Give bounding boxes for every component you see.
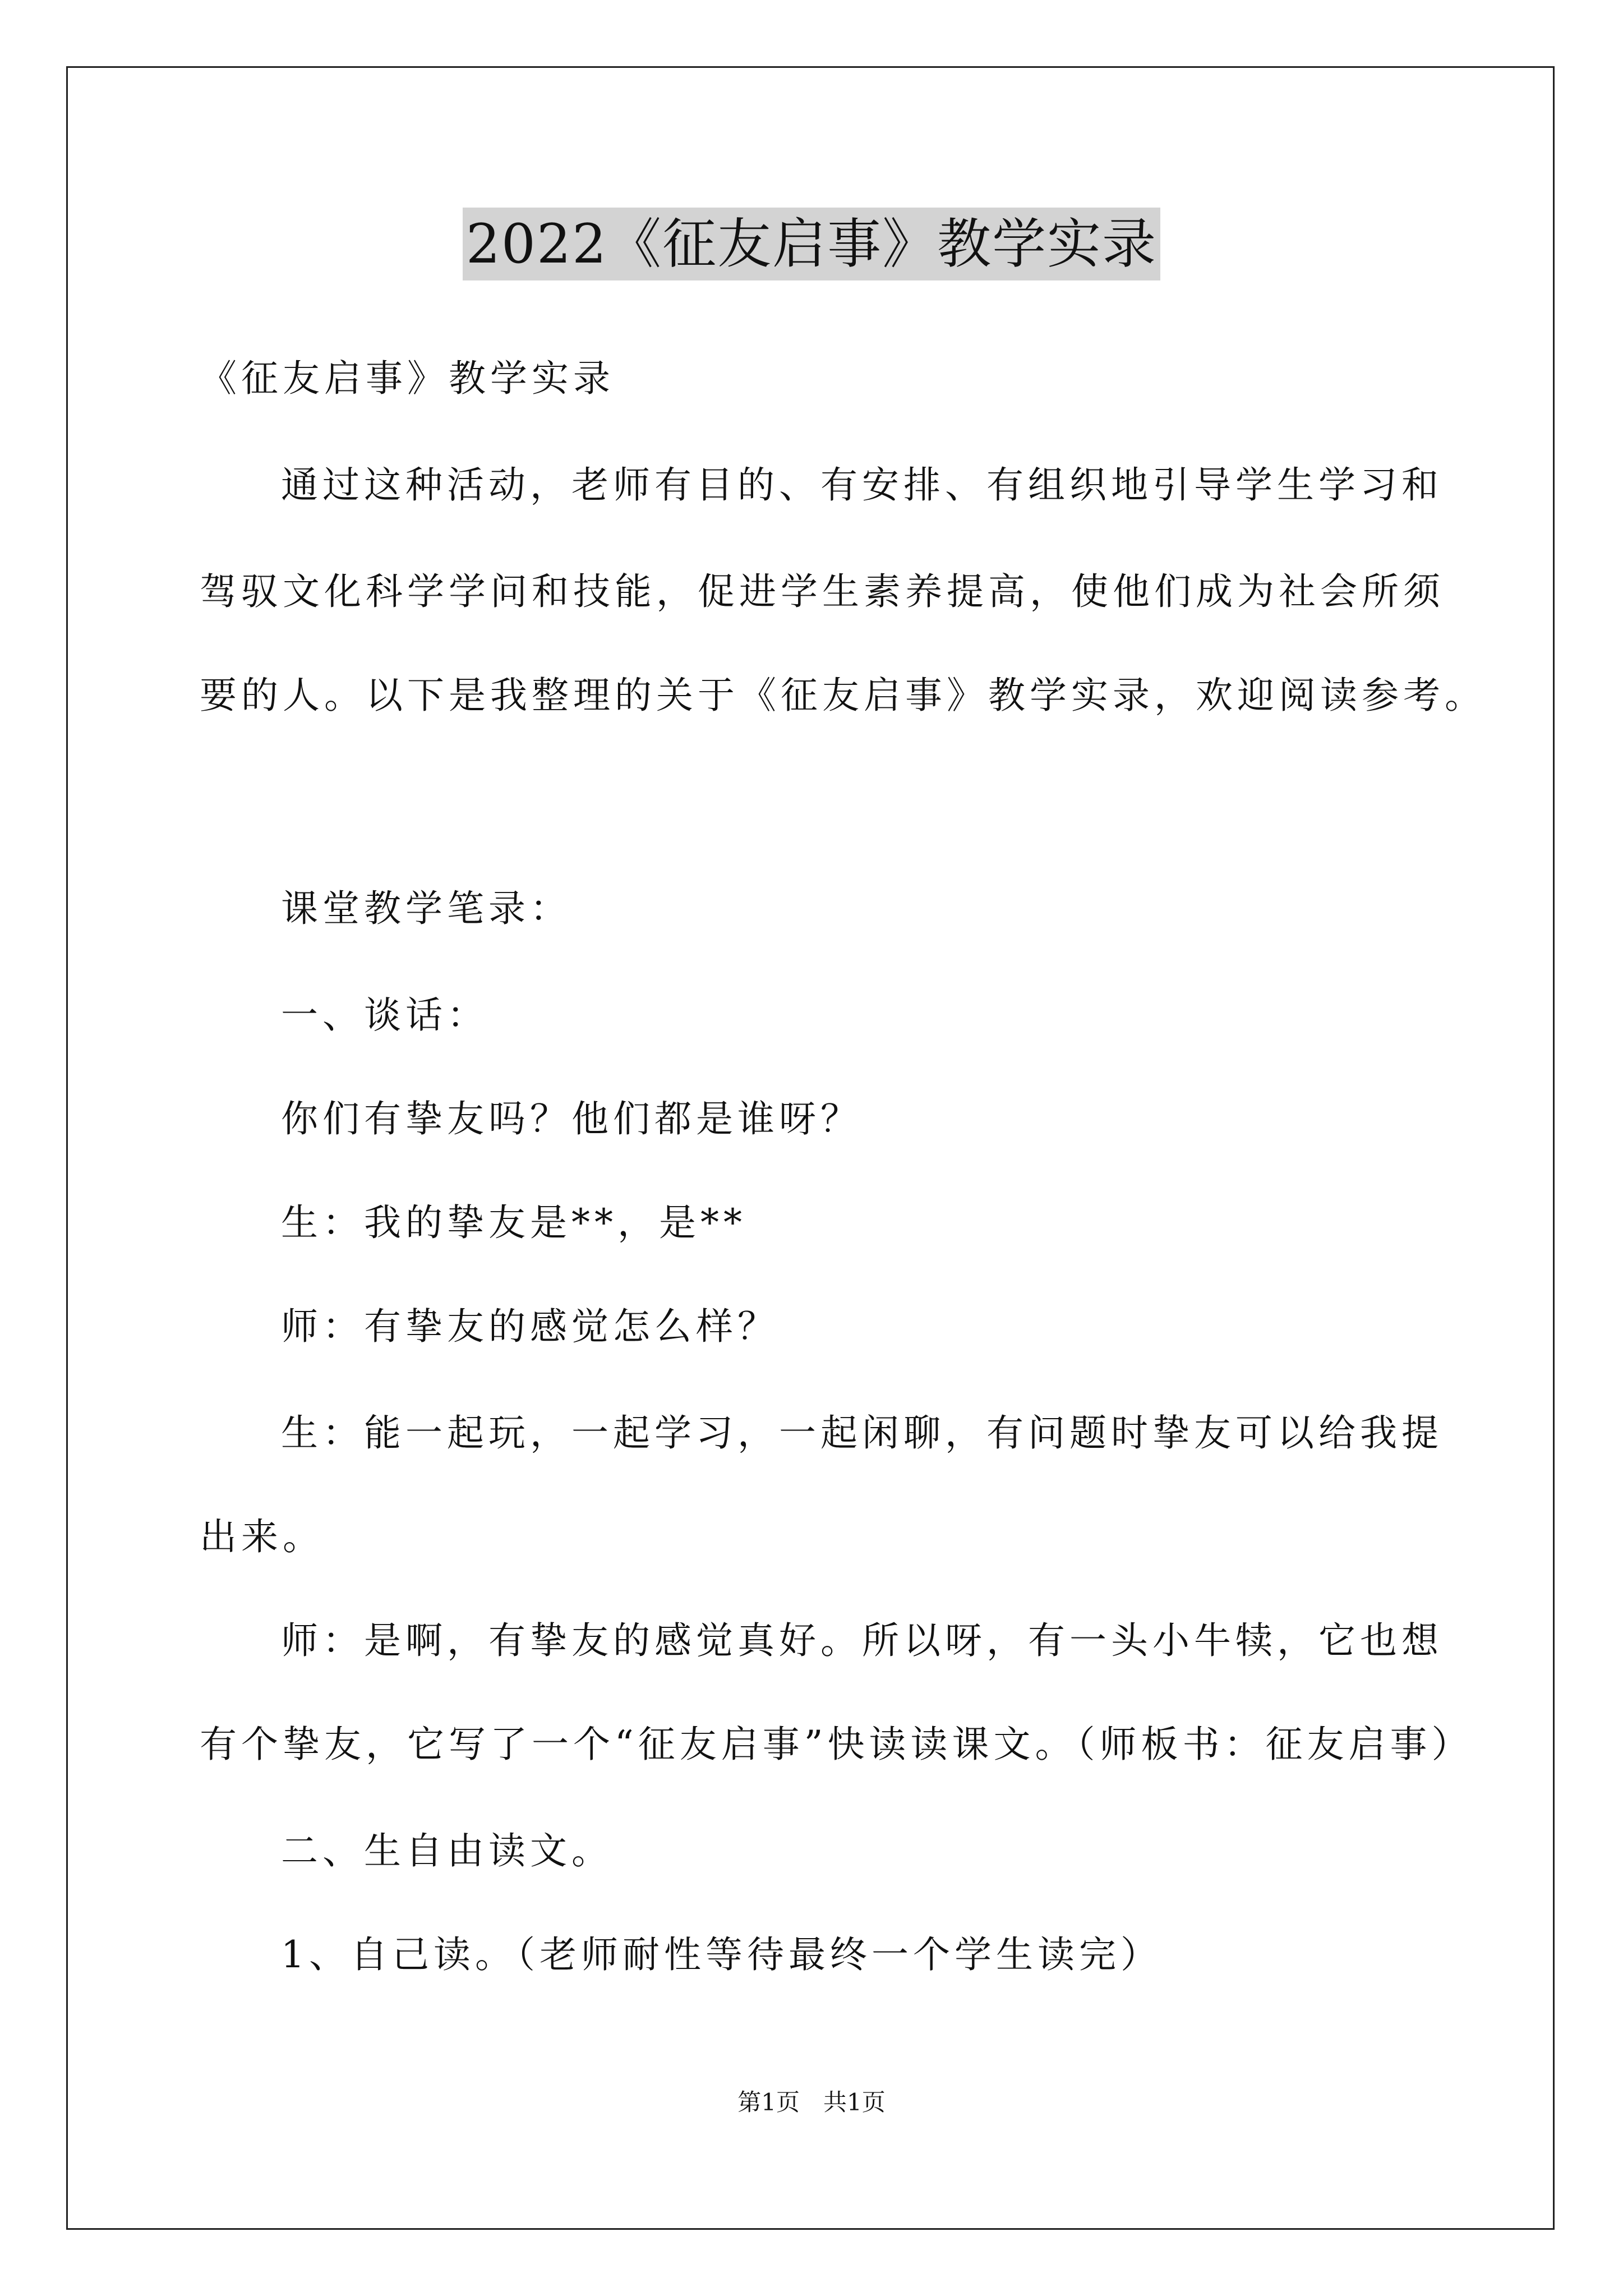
dialogue-line: 师：是啊，有挚友的感觉真好。所以呀，有一头小牛犊，它也想 [281,1619,1443,1662]
dialogue-line: 出来。 [200,1515,324,1558]
section-heading: 课堂教学笔录： [281,887,571,930]
dialogue-line: 生：能一起玩，一起学习，一起闲聊，有问题时挚友可以给我提 [281,1411,1443,1455]
paragraph-line: 驾驭文化科学学问和技能，促进学生素养提高，使他们成为社会所须 [200,570,1445,613]
section-heading: 二、生自由读文。 [281,1829,613,1872]
dialogue-line: 你们有挚友吗？他们都是谁呀？ [281,1097,862,1140]
section-heading: 一、谈话： [281,993,488,1037]
title-container [0,208,1623,280]
subtitle-line: 《征友启事》教学实录 [200,357,615,400]
paragraph-line: 通过这种活动，老师有目的、有安排、有组织地引导学生学习和 [281,463,1443,507]
list-item: 1、自己读。（老师耐性等待最终一个学生读完） [281,1933,1162,1976]
page-footer: 第1页 共1页 [737,2088,886,2116]
dialogue-line: 生：我的挚友是**，是** [281,1201,746,1244]
dialogue-line: 有个挚友，它写了一个“征友启事”快读读课文。（师板书：征友启事） [200,1723,1473,1766]
document-title: 2022《征友启事》教学实录 [463,208,1160,280]
paragraph-line: 要的人。以下是我整理的关于《征友启事》教学实录，欢迎阅读参考。 [200,674,1486,717]
dialogue-line: 师：有挚友的感觉怎么样？ [281,1305,779,1348]
